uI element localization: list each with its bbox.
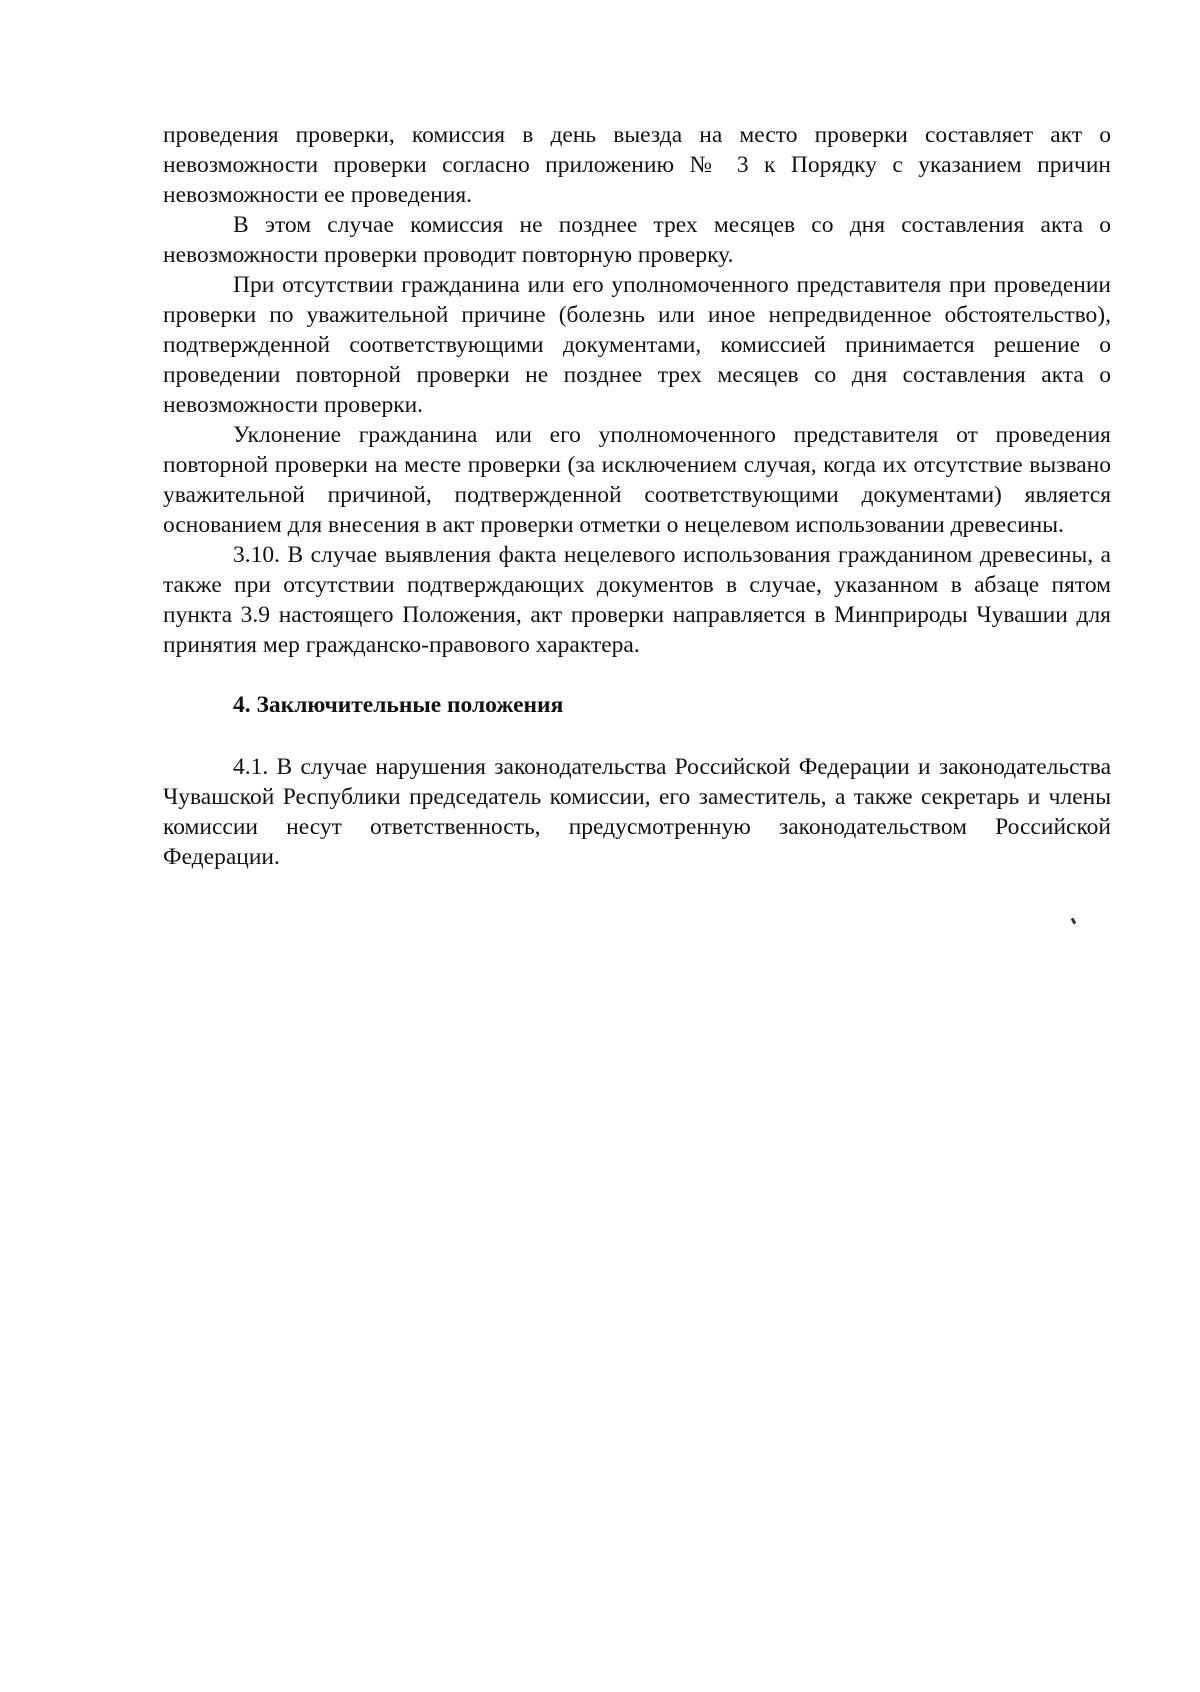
- paragraph-continuation: проведения проверки, комиссия в день выезда на место проверки составляет акт о невозможности проверки согласно приложению № 3 к Порядку с указанием причин невозможности ее проведения.: [163, 122, 1111, 208]
- section-heading: 4. Заключительные положения: [233, 692, 564, 718]
- paragraph-evasion: Уклонение гражданина или его уполномоченного представителя от проведения повторной проверки на месте проверки (за исключением случая, когда их отсутствие вызвано уважительной причиной, подтвержденной соответствующими документами) является основанием для внесения в акт проверки отметки о нецелевом использовании древесины.: [163, 422, 1111, 538]
- paragraph-repeat-check: В этом случае комиссия не позднее трех месяцев со дня составления акта о невозможности проверки проводит повторную проверку.: [163, 212, 1111, 268]
- paragraph-4-1: 4.1. В случае нарушения законодательства Российской Федерации и законодательства Чувашской Республики председатель комиссии, его заместитель, а также секретарь и члены комиссии несут ответственность, предусмотренную законодательством Российской Федерации.: [163, 754, 1111, 870]
- document-body: [163, 120, 1111, 872]
- paragraph-3-10: 3.10. В случае выявления факта нецелевого использования гражданином древесины, а также при отсутствии подтверждающих документов в случае, указанном в абзаце пятом пункта 3.9 настоящего Положения, акт проверки направляется в Минприроды Чувашии для принятия мер гражданско-правового характера.: [163, 542, 1111, 658]
- paragraph-absence-valid-reason: При отсутствии гражданина или его уполномоченного представителя при проведении проверки по уважительной причине (болезнь или иное непредвиденное обстоятельство), подтвержденной соответствующими документами, комиссией принимается решение о проведении повторной проверки не позднее трех месяцев со дня составления акта о невозможности проверки.: [163, 272, 1111, 418]
- scan-speck: [1071, 918, 1077, 925]
